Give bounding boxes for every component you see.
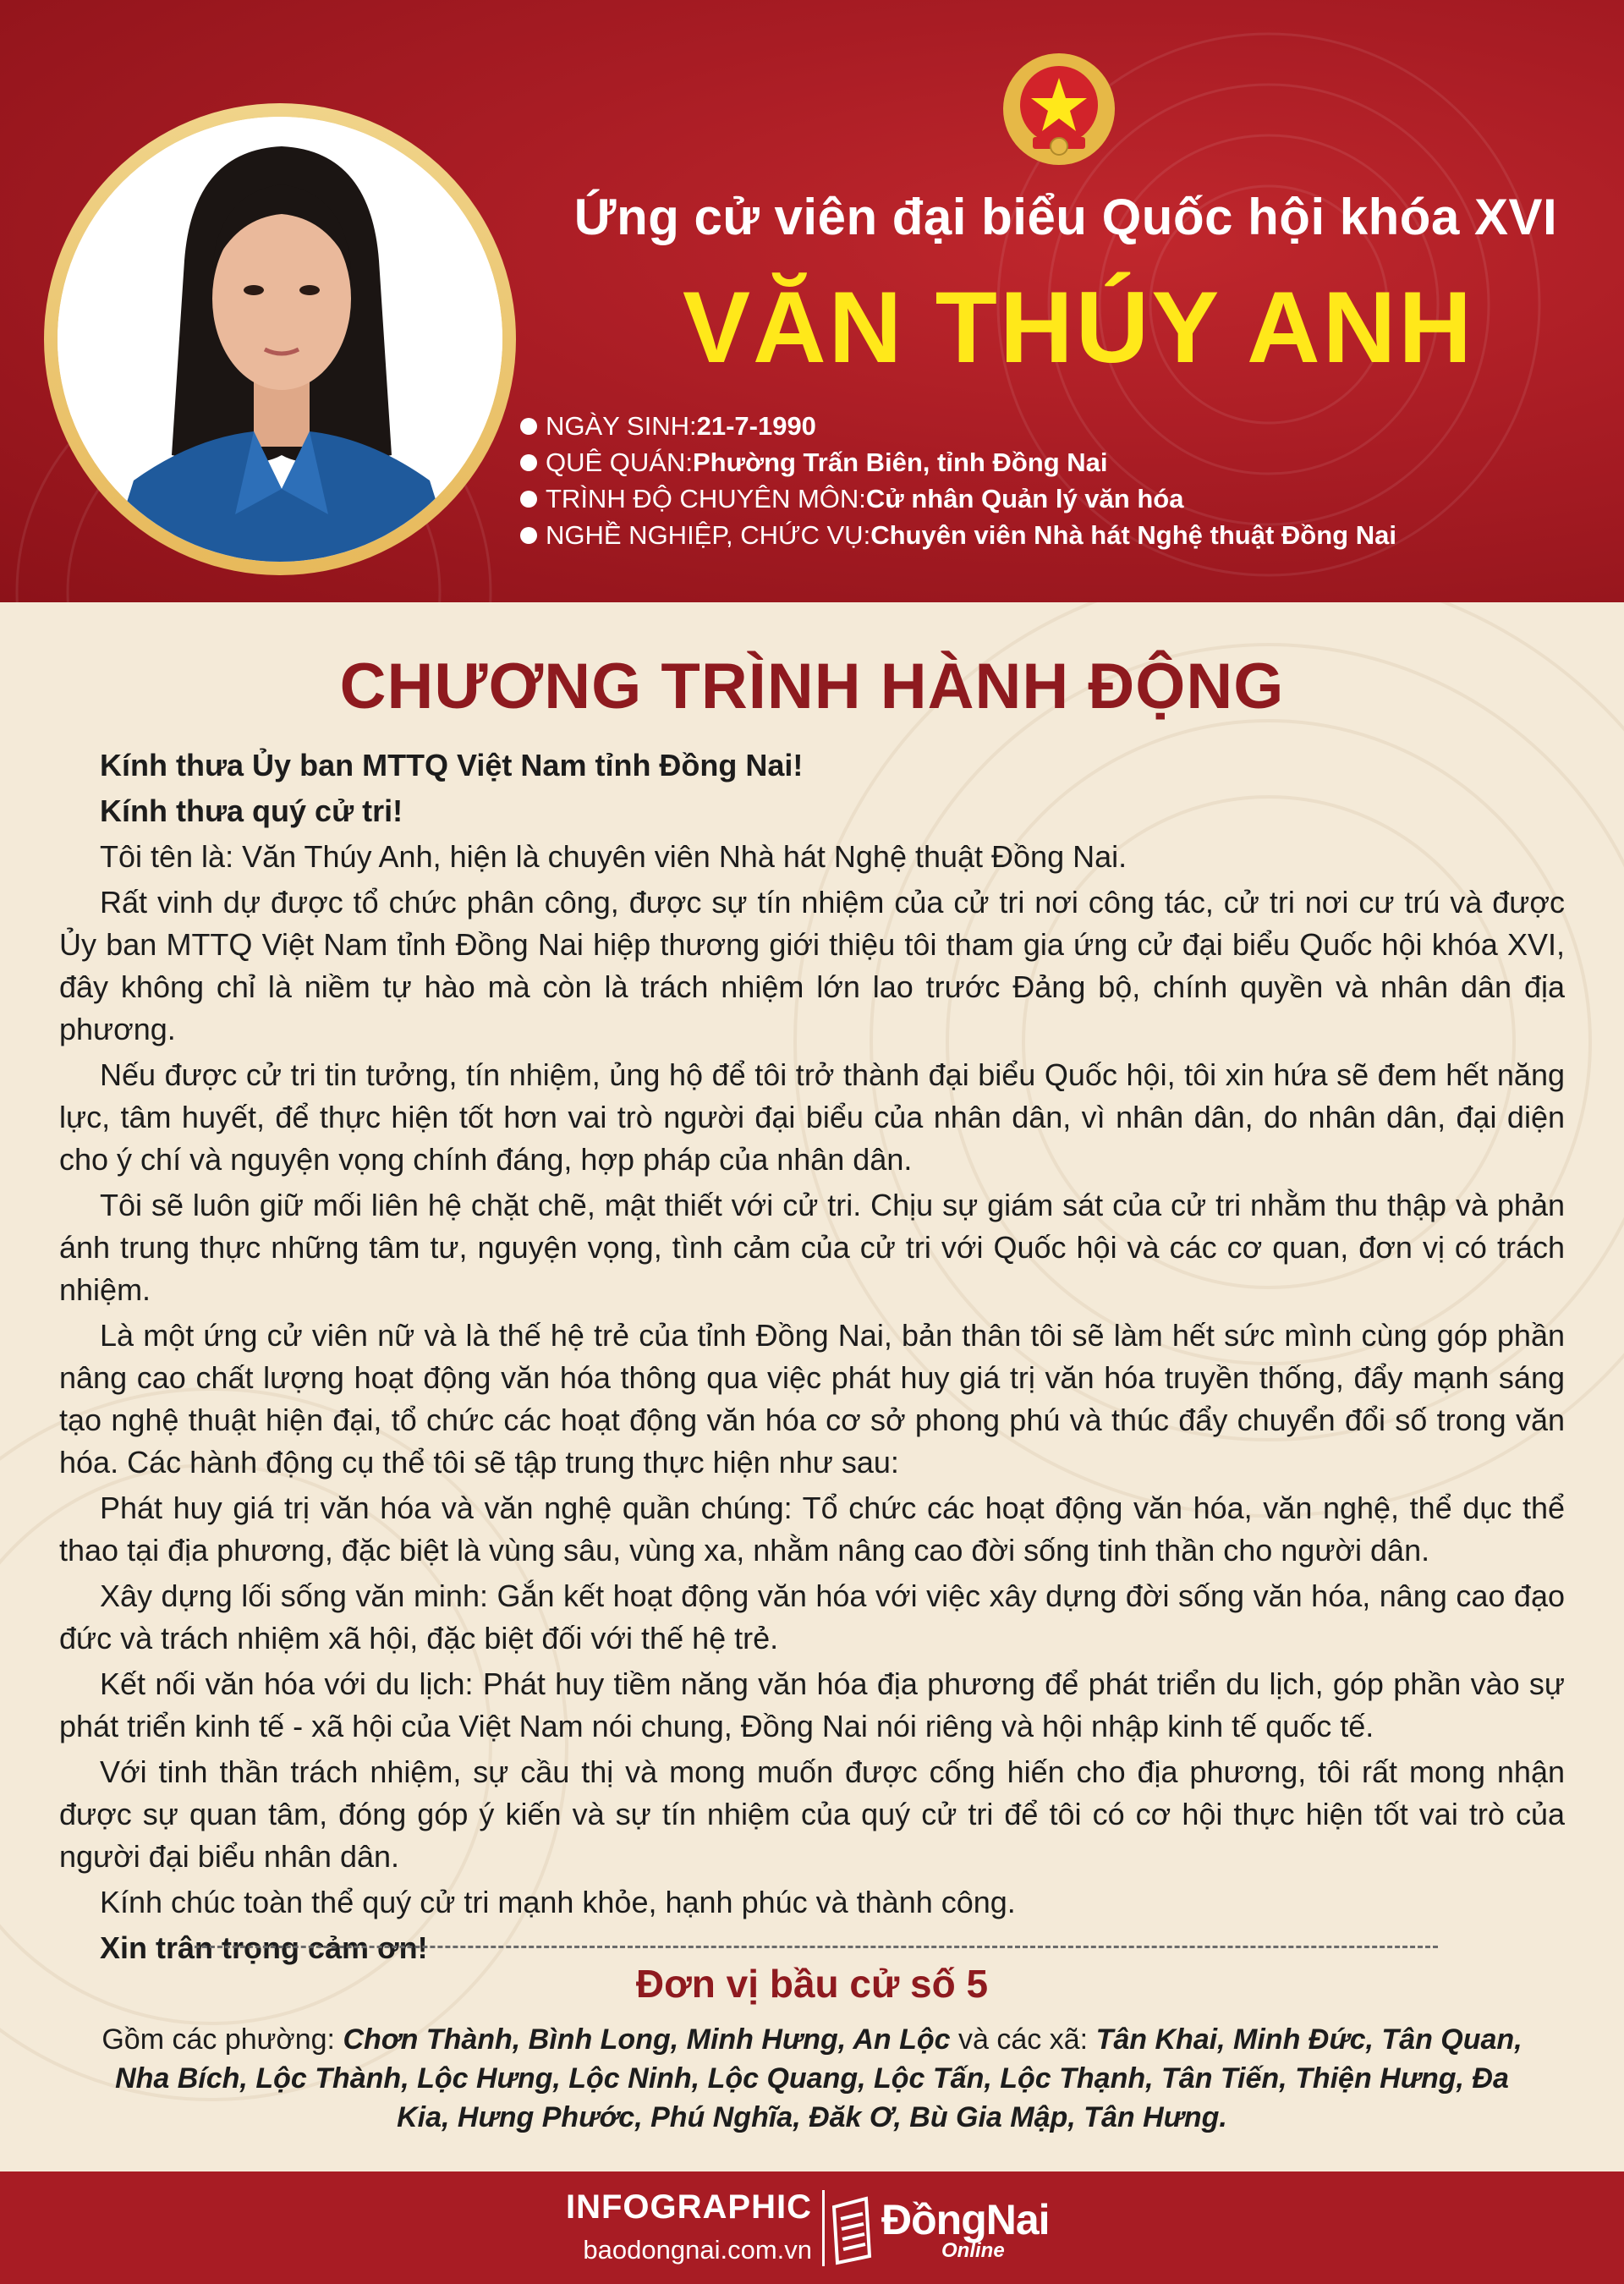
communes-prefix: và các xã: xyxy=(950,2023,1096,2056)
info-value: Phường Trấn Biên, tỉnh Đồng Nai xyxy=(692,447,1108,477)
dongnai-online-logo[interactable] xyxy=(827,2187,1050,2271)
closing-line: Xin trân trọng cảm ơn! xyxy=(100,1930,428,1965)
paragraph: Nếu được cử tri tin tưởng, tín nhiệm, ủng hộ để tôi trở thành đại biểu Quốc hội, tôi xin hứa sẽ đem hết năng lực, tâm huyết, để thực hiện tốt hơn vai trò người đại biểu của nhân dân, vì nhân dân, do nhân dân, đại diện cho ý chí và nguyện vọng chính đáng, hợp pháp của nhân dân. xyxy=(59,1057,1565,1177)
program-title: CHƯƠNG TRÌNH HÀNH ĐỘNG xyxy=(339,651,1285,722)
candidate-portrait xyxy=(58,117,502,562)
paragraph: Kính chúc toàn thể quý cử tri mạnh khỏe, hạnh phúc và thành công. xyxy=(100,1885,1016,1919)
website-link[interactable]: baodongnai.com.vn xyxy=(583,2235,812,2265)
candidate-name: VĂN THÚY ANH xyxy=(682,271,1475,384)
bullet-icon xyxy=(520,454,537,471)
electoral-unit-description xyxy=(102,2020,1522,2137)
paragraph: Kết nối văn hóa với du lịch: Phát huy tiềm năng văn hóa địa phương để phát triển du lịch, góp phần vào sự phát triển kinh tế - xã hội của Việt Nam nói chung, Đồng Nai nói riêng và hội nhập kinh tế quốc tế. xyxy=(59,1666,1565,1743)
dashed-divider xyxy=(195,1946,1438,1948)
info-value: Chuyên viên Nhà hát Nghệ thuật Đồng Nai xyxy=(870,519,1396,550)
footer-bar xyxy=(0,2171,1624,2284)
newspaper-logo-icon xyxy=(827,2190,878,2266)
candidate-info-list xyxy=(520,408,1611,553)
paragraph: Phát huy giá trị văn hóa và văn nghệ quần chúng: Tổ chức các hoạt động văn hóa, văn nghệ, thể dục thể thao tại địa phương, đặc biệt là vùng sâu, vùng xa, nhằm nâng cao đời sống tinh thần cho người dân. xyxy=(59,1491,1565,1568)
info-label: TRÌNH ĐỘ CHUYÊN MÔN: xyxy=(546,483,866,513)
info-hometown xyxy=(520,444,1611,480)
info-education xyxy=(520,480,1611,517)
info-label: NGHỀ NGHIỆP, CHỨC VỤ: xyxy=(546,519,871,550)
wards-list: Chơn Thành, Bình Long, Minh Hưng, An Lộc xyxy=(343,2023,951,2056)
logo-brand-text: ĐồngNai xyxy=(881,2196,1050,2243)
bullet-icon xyxy=(520,527,537,544)
info-label: QUÊ QUÁN: xyxy=(546,447,693,477)
paragraph: Rất vinh dự được tổ chức phân công, được sự tín nhiệm của cử tri nơi công tác, cử tri nơi cư trú và được Ủy ban MTTQ Việt Nam tỉnh Đồng Nai hiệp thương giới thiệu tôi tham gia ứng cử đại biểu Quốc hội khóa XVI, đây không chỉ là niềm tự hào mà còn là trách nhiệm lớn lao trước Đảng bộ, chính quyền và nhân dân địa phương. xyxy=(59,885,1565,1046)
info-birth-date xyxy=(520,408,1611,444)
paragraph: Với tinh thần trách nhiệm, sự cầu thị và mong muốn được cống hiến cho địa phương, tôi rất mong nhận được sự quan tâm, đóng góp ý kiến và sự tín nhiệm của quý cử tri để tôi có cơ hội thực hiện tốt vai trò của người đại biểu nhân dân. xyxy=(59,1754,1565,1874)
paragraph: Là một ứng cử viên nữ và là thế hệ trẻ của tỉnh Đồng Nai, bản thân tôi sẽ làm hết sức mình cùng góp phần nâng cao chất lượng hoạt động văn hóa thông qua việc phát huy giá trị văn hóa truyền thống, đẩy mạnh sáng tạo nghệ thuật hiện đại, tổ chức các hoạt động văn hóa cơ sở phong phú và thúc đẩy chuyển đổi số trong văn hóa. Các hành động cụ thể tôi sẽ tập trung thực hiện như sau: xyxy=(59,1318,1565,1480)
header-banner xyxy=(0,0,1624,602)
info-occupation xyxy=(520,517,1611,553)
info-label: NGÀY SINH: xyxy=(546,410,697,441)
greeting-line: Kính thưa Ủy ban MTTQ Việt Nam tỉnh Đồng Nai! xyxy=(100,748,804,782)
footer-caption xyxy=(558,2188,812,2265)
infographic-label: INFOGRAPHIC xyxy=(566,2188,812,2226)
logo-sub-text: Online xyxy=(941,2239,1005,2262)
national-emblem-icon xyxy=(999,49,1119,169)
bullet-icon xyxy=(520,491,537,508)
program-text xyxy=(59,744,1565,1973)
footer-separator xyxy=(822,2190,825,2266)
paragraph: Tôi sẽ luôn giữ mối liên hệ chặt chẽ, mật thiết với cử tri. Chịu sự giám sát của cử tri nhằm thu thập và phản ánh trung thực những tâm tư, nguyện vọng, tình cảm của cử tri với Quốc hội và các cơ quan, đơn vị có trách nhiệm. xyxy=(59,1188,1565,1307)
candidate-subtitle: Ứng cử viên đại biểu Quốc hội khóa XVI xyxy=(573,189,1558,245)
communes-list: Tân Khai, Minh Đức, Tân Quan, Nha Bích, Lộc Thành, Lộc Hưng, Lộc Ninh, Lộc Quang, Lộc Tấn, Lộc Thạnh, Tân Tiến, Thiện Hưng, Đa Kia, Hưng Phước, Phú Nghĩa, Đăk Ơ, Bù Gia Mập, Tân Hưng. xyxy=(115,2023,1522,2133)
info-value: 21-7-1990 xyxy=(696,410,816,441)
info-value: Cử nhân Quản lý văn hóa xyxy=(865,483,1184,513)
wards-prefix: Gồm các phường: xyxy=(102,2023,343,2056)
bullet-icon xyxy=(520,418,537,435)
paragraph: Tôi tên là: Văn Thúy Anh, hiện là chuyên viên Nhà hát Nghệ thuật Đồng Nai. xyxy=(100,839,1127,874)
paragraph: Xây dựng lối sống văn minh: Gắn kết hoạt động văn hóa với việc xây dựng đời sống văn hóa, nâng cao đạo đức và trách nhiệm xã hội, đặc biệt đối với thế hệ trẻ. xyxy=(59,1578,1565,1655)
electoral-unit-title: Đơn vị bầu cử số 5 xyxy=(635,1962,989,2006)
greeting-line: Kính thưa quý cử tri! xyxy=(100,793,403,828)
